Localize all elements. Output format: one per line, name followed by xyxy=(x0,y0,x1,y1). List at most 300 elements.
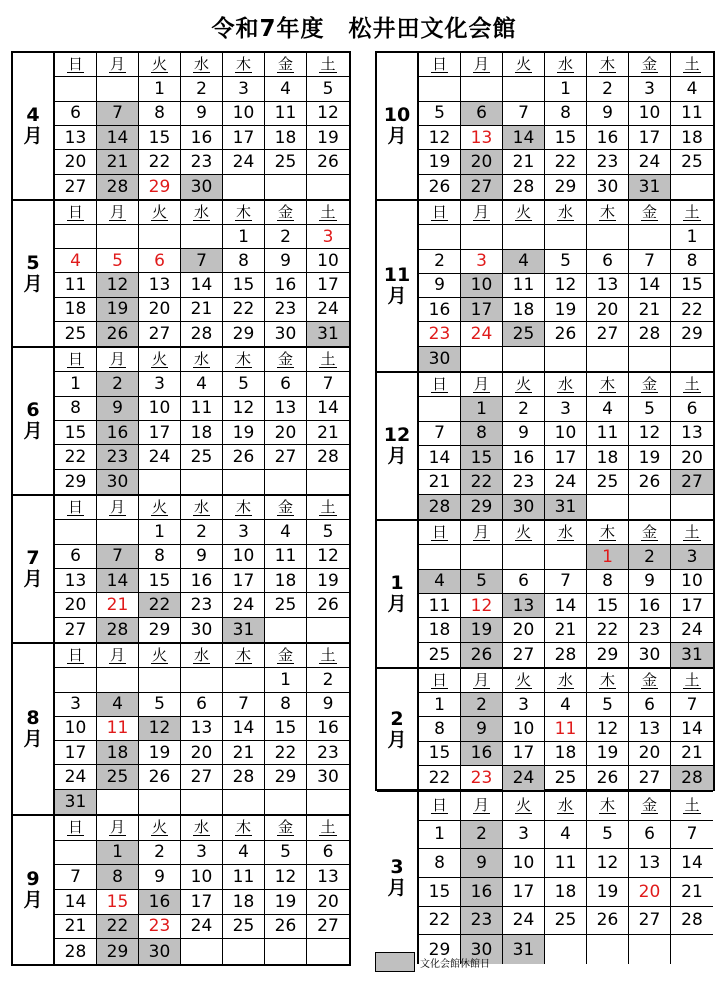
weekday-label: 木 xyxy=(235,54,251,73)
empty-cell xyxy=(265,618,307,642)
day-cell: 26 xyxy=(265,915,307,940)
empty-cell xyxy=(307,790,349,814)
day-cell: 3 xyxy=(55,693,97,717)
weekday-label: 月 xyxy=(473,374,489,393)
day-cell: 24 xyxy=(671,618,713,642)
weekday-header xyxy=(139,496,181,520)
day-cell: 24 xyxy=(223,593,265,617)
empty-cell xyxy=(503,347,545,371)
weekday-label: 金 xyxy=(277,497,293,516)
month-suffix: 月 xyxy=(387,445,407,467)
weekday-header xyxy=(671,669,713,693)
day-cell: 15 xyxy=(265,717,307,741)
empty-cell xyxy=(223,470,265,494)
empty-cell xyxy=(587,225,629,249)
weekday-header xyxy=(587,792,629,821)
day-cell: 28 xyxy=(307,445,349,469)
weekday-label: 金 xyxy=(277,645,293,664)
weekday-header xyxy=(461,792,503,821)
weekday-header xyxy=(55,644,97,668)
weekday-header xyxy=(139,816,181,841)
empty-cell xyxy=(419,397,461,421)
weekday-label: 金 xyxy=(641,54,657,73)
day-cell: 3 xyxy=(307,225,349,249)
day-cell: 7 xyxy=(223,693,265,717)
weekday-header xyxy=(671,792,713,821)
empty-cell xyxy=(181,470,223,494)
weekday-header xyxy=(419,373,461,397)
day-cell: 25 xyxy=(55,322,97,346)
weekday-label: 水 xyxy=(557,202,573,221)
day-cell: 16 xyxy=(265,273,307,297)
weekday-header xyxy=(671,201,713,225)
day-cell: 17 xyxy=(545,446,587,470)
day-cell: 31 xyxy=(545,495,587,519)
day-cell: 20 xyxy=(265,421,307,445)
day-cell: 21 xyxy=(671,878,713,907)
empty-cell xyxy=(671,175,713,199)
day-cell: 4 xyxy=(181,372,223,396)
weekday-header xyxy=(545,521,587,545)
day-cell: 25 xyxy=(265,593,307,617)
weekday-header xyxy=(307,496,349,520)
empty-cell xyxy=(139,225,181,249)
day-cell: 18 xyxy=(545,878,587,907)
day-cell: 7 xyxy=(419,422,461,446)
empty-cell xyxy=(503,225,545,249)
weekday-header xyxy=(181,348,223,372)
empty-cell xyxy=(545,935,587,964)
empty-cell xyxy=(545,347,587,371)
day-cell: 23 xyxy=(461,907,503,936)
weekday-header xyxy=(55,496,97,520)
empty-cell xyxy=(671,347,713,371)
day-cell: 3 xyxy=(461,250,503,274)
day-cell: 13 xyxy=(181,717,223,741)
day-cell: 24 xyxy=(139,445,181,469)
day-cell: 10 xyxy=(223,102,265,126)
weekday-label: 日 xyxy=(431,54,447,73)
day-cell: 10 xyxy=(223,545,265,569)
weekday-header xyxy=(671,53,713,77)
day-cell: 5 xyxy=(307,520,349,544)
weekday-header xyxy=(223,816,265,841)
month-block-11 xyxy=(377,201,713,373)
month-grid xyxy=(419,373,713,519)
empty-cell xyxy=(503,77,545,101)
empty-cell xyxy=(419,545,461,569)
day-cell: 16 xyxy=(587,126,629,150)
day-cell: 25 xyxy=(545,907,587,936)
month-label xyxy=(377,53,419,199)
day-cell: 9 xyxy=(461,717,503,741)
day-cell: 17 xyxy=(139,421,181,445)
month-grid xyxy=(55,201,349,346)
weekday-header xyxy=(419,53,461,77)
day-cell: 11 xyxy=(545,717,587,741)
day-cell: 20 xyxy=(629,742,671,766)
weekday-label: 水 xyxy=(193,497,209,516)
month-grid xyxy=(419,53,713,199)
empty-cell xyxy=(419,77,461,101)
day-cell: 9 xyxy=(181,545,223,569)
day-cell: 10 xyxy=(503,849,545,878)
day-cell: 4 xyxy=(265,77,307,101)
month-label xyxy=(13,496,55,642)
day-cell: 18 xyxy=(223,890,265,915)
day-cell: 9 xyxy=(629,570,671,594)
day-cell: 10 xyxy=(139,397,181,421)
day-cell: 15 xyxy=(671,274,713,298)
weekday-label: 金 xyxy=(641,374,657,393)
empty-cell xyxy=(419,225,461,249)
month-grid xyxy=(419,792,713,964)
empty-cell xyxy=(545,545,587,569)
day-cell: 20 xyxy=(587,298,629,322)
day-cell: 1 xyxy=(265,668,307,692)
day-cell: 23 xyxy=(307,741,349,765)
day-cell: 24 xyxy=(223,150,265,174)
weekday-label: 火 xyxy=(515,374,531,393)
day-cell: 6 xyxy=(629,693,671,717)
day-cell: 2 xyxy=(461,693,503,717)
day-cell: 26 xyxy=(97,322,139,346)
empty-cell xyxy=(181,668,223,692)
day-cell: 26 xyxy=(223,445,265,469)
day-cell: 27 xyxy=(55,175,97,199)
day-cell: 26 xyxy=(587,907,629,936)
day-cell: 25 xyxy=(265,150,307,174)
month-suffix: 月 xyxy=(23,889,43,911)
day-cell: 10 xyxy=(503,717,545,741)
day-cell: 16 xyxy=(461,742,503,766)
weekday-label: 土 xyxy=(684,522,700,541)
day-cell: 28 xyxy=(671,766,713,790)
day-cell: 3 xyxy=(223,77,265,101)
day-cell: 13 xyxy=(671,422,713,446)
weekday-label: 月 xyxy=(473,522,489,541)
empty-cell xyxy=(671,495,713,519)
day-cell: 27 xyxy=(629,766,671,790)
day-cell: 27 xyxy=(461,175,503,199)
month-suffix: 月 xyxy=(387,877,407,899)
day-cell: 6 xyxy=(503,570,545,594)
weekday-header xyxy=(629,669,671,693)
day-cell: 23 xyxy=(97,445,139,469)
weekday-label: 木 xyxy=(599,522,615,541)
day-cell: 10 xyxy=(181,865,223,890)
month-block-1 xyxy=(377,521,713,669)
day-cell: 7 xyxy=(97,102,139,126)
day-cell: 28 xyxy=(671,907,713,936)
weekday-label: 火 xyxy=(151,645,167,664)
legend-swatch xyxy=(375,952,415,972)
day-cell: 12 xyxy=(629,422,671,446)
day-cell: 4 xyxy=(419,570,461,594)
weekday-label: 日 xyxy=(431,795,447,814)
day-cell: 17 xyxy=(503,742,545,766)
day-cell: 20 xyxy=(55,150,97,174)
weekday-header xyxy=(181,644,223,668)
day-cell: 17 xyxy=(671,594,713,618)
day-cell: 22 xyxy=(671,298,713,322)
weekday-header xyxy=(181,816,223,841)
weekday-label: 火 xyxy=(515,795,531,814)
weekday-header xyxy=(307,816,349,841)
month-block-10 xyxy=(377,53,713,201)
day-cell: 25 xyxy=(587,470,629,494)
day-cell: 17 xyxy=(181,890,223,915)
empty-cell xyxy=(265,470,307,494)
month-number: 11 xyxy=(383,264,411,286)
day-cell: 28 xyxy=(181,322,223,346)
weekday-label: 火 xyxy=(151,202,167,221)
month-number: 12 xyxy=(383,424,411,446)
day-cell: 13 xyxy=(139,273,181,297)
weekday-header xyxy=(629,373,671,397)
legend-label: 文化会館休館日 xyxy=(420,958,490,970)
weekday-label: 金 xyxy=(277,202,293,221)
month-number: 6 xyxy=(26,399,40,421)
day-cell: 23 xyxy=(503,470,545,494)
day-cell: 20 xyxy=(55,593,97,617)
day-cell: 21 xyxy=(419,470,461,494)
day-cell: 30 xyxy=(181,618,223,642)
day-cell: 6 xyxy=(55,545,97,569)
day-cell: 22 xyxy=(419,907,461,936)
day-cell: 15 xyxy=(139,126,181,150)
day-cell: 3 xyxy=(671,545,713,569)
month-grid xyxy=(55,496,349,642)
weekday-label: 火 xyxy=(151,817,167,836)
weekday-header xyxy=(587,521,629,545)
day-cell: 22 xyxy=(223,298,265,322)
day-cell: 17 xyxy=(503,878,545,907)
weekday-label: 火 xyxy=(515,670,531,689)
weekday-label: 月 xyxy=(109,202,125,221)
day-cell: 12 xyxy=(307,545,349,569)
weekday-header xyxy=(629,201,671,225)
weekday-header xyxy=(307,644,349,668)
day-cell: 10 xyxy=(461,274,503,298)
weekday-label: 水 xyxy=(193,202,209,221)
day-cell: 19 xyxy=(587,742,629,766)
day-cell: 15 xyxy=(223,273,265,297)
weekday-label: 木 xyxy=(235,202,251,221)
empty-cell xyxy=(307,175,349,199)
weekday-header xyxy=(503,792,545,821)
weekday-header xyxy=(139,53,181,77)
weekday-header xyxy=(461,373,503,397)
empty-cell xyxy=(545,225,587,249)
day-cell: 20 xyxy=(671,446,713,470)
weekday-label: 土 xyxy=(320,349,336,368)
day-cell: 19 xyxy=(629,446,671,470)
weekday-label: 木 xyxy=(235,645,251,664)
weekday-header xyxy=(55,348,97,372)
empty-cell xyxy=(461,77,503,101)
empty-cell xyxy=(181,939,223,964)
day-cell: 11 xyxy=(503,274,545,298)
weekday-label: 月 xyxy=(473,54,489,73)
day-cell: 12 xyxy=(419,126,461,150)
month-grid xyxy=(55,644,349,814)
day-cell: 15 xyxy=(55,421,97,445)
day-cell: 26 xyxy=(307,593,349,617)
month-number: 9 xyxy=(26,868,40,890)
month-suffix: 月 xyxy=(23,125,43,147)
day-cell: 27 xyxy=(503,643,545,667)
weekday-header xyxy=(223,201,265,225)
empty-cell xyxy=(503,545,545,569)
weekday-label: 木 xyxy=(599,54,615,73)
weekday-header xyxy=(265,816,307,841)
weekday-label: 火 xyxy=(151,497,167,516)
day-cell: 14 xyxy=(97,569,139,593)
day-cell: 16 xyxy=(419,298,461,322)
day-cell: 25 xyxy=(181,445,223,469)
day-cell: 4 xyxy=(223,841,265,866)
day-cell: 18 xyxy=(587,446,629,470)
day-cell: 18 xyxy=(181,421,223,445)
empty-cell xyxy=(181,225,223,249)
day-cell: 18 xyxy=(545,742,587,766)
empty-cell xyxy=(223,790,265,814)
month-label xyxy=(377,201,419,371)
day-cell: 12 xyxy=(461,594,503,618)
weekday-label: 水 xyxy=(557,795,573,814)
month-block-9 xyxy=(13,816,349,964)
month-suffix: 月 xyxy=(387,125,407,147)
day-cell: 27 xyxy=(55,618,97,642)
day-cell: 4 xyxy=(545,693,587,717)
day-cell: 29 xyxy=(223,322,265,346)
day-cell: 28 xyxy=(97,175,139,199)
day-cell: 8 xyxy=(139,545,181,569)
weekday-header xyxy=(139,348,181,372)
weekday-label: 日 xyxy=(67,817,83,836)
month-label xyxy=(377,669,419,790)
weekday-label: 日 xyxy=(67,349,83,368)
day-cell: 2 xyxy=(461,821,503,850)
month-suffix: 月 xyxy=(23,728,43,750)
day-cell: 22 xyxy=(139,593,181,617)
weekday-label: 水 xyxy=(557,670,573,689)
month-suffix: 月 xyxy=(23,568,43,590)
day-cell: 12 xyxy=(587,849,629,878)
day-cell: 19 xyxy=(419,150,461,174)
day-cell: 28 xyxy=(55,939,97,964)
day-cell: 3 xyxy=(503,821,545,850)
day-cell: 30 xyxy=(307,765,349,789)
day-cell: 17 xyxy=(55,741,97,765)
day-cell: 28 xyxy=(419,495,461,519)
day-cell: 1 xyxy=(587,545,629,569)
day-cell: 9 xyxy=(139,865,181,890)
day-cell: 27 xyxy=(307,915,349,940)
weekday-header xyxy=(587,669,629,693)
day-cell: 16 xyxy=(181,569,223,593)
day-cell: 10 xyxy=(629,102,671,126)
day-cell: 4 xyxy=(503,250,545,274)
weekday-label: 土 xyxy=(684,670,700,689)
empty-cell xyxy=(55,841,97,866)
weekday-header xyxy=(545,201,587,225)
weekday-label: 土 xyxy=(684,374,700,393)
weekday-label: 金 xyxy=(641,670,657,689)
day-cell: 7 xyxy=(503,102,545,126)
day-cell: 25 xyxy=(97,765,139,789)
weekday-header xyxy=(587,373,629,397)
day-cell: 26 xyxy=(629,470,671,494)
month-suffix: 月 xyxy=(387,285,407,307)
weekday-label: 土 xyxy=(320,497,336,516)
day-cell: 6 xyxy=(671,397,713,421)
day-cell: 23 xyxy=(265,298,307,322)
month-label xyxy=(377,792,419,964)
day-cell: 2 xyxy=(181,520,223,544)
weekday-label: 月 xyxy=(109,645,125,664)
day-cell: 30 xyxy=(461,935,503,964)
day-cell: 23 xyxy=(587,150,629,174)
day-cell: 23 xyxy=(181,150,223,174)
day-cell: 31 xyxy=(223,618,265,642)
weekday-label: 火 xyxy=(515,54,531,73)
empty-cell xyxy=(629,495,671,519)
day-cell: 21 xyxy=(671,742,713,766)
day-cell: 22 xyxy=(97,915,139,940)
weekday-label: 日 xyxy=(431,374,447,393)
month-number: 4 xyxy=(26,104,40,126)
day-cell: 30 xyxy=(265,322,307,346)
weekday-label: 木 xyxy=(235,497,251,516)
day-cell: 2 xyxy=(181,77,223,101)
weekday-header xyxy=(503,669,545,693)
day-cell: 8 xyxy=(97,865,139,890)
day-cell: 13 xyxy=(55,569,97,593)
weekday-label: 土 xyxy=(684,795,700,814)
day-cell: 22 xyxy=(139,150,181,174)
weekday-header xyxy=(419,792,461,821)
day-cell: 5 xyxy=(139,693,181,717)
day-cell: 31 xyxy=(55,790,97,814)
day-cell: 11 xyxy=(55,273,97,297)
day-cell: 18 xyxy=(671,126,713,150)
day-cell: 4 xyxy=(97,693,139,717)
empty-cell xyxy=(223,668,265,692)
day-cell: 18 xyxy=(265,569,307,593)
weekday-label: 日 xyxy=(67,645,83,664)
weekday-header xyxy=(503,53,545,77)
day-cell: 13 xyxy=(503,594,545,618)
day-cell: 5 xyxy=(419,102,461,126)
month-block-8 xyxy=(13,644,349,816)
weekday-header xyxy=(97,201,139,225)
weekday-header xyxy=(265,348,307,372)
day-cell: 5 xyxy=(97,249,139,273)
weekday-header xyxy=(307,348,349,372)
weekday-label: 金 xyxy=(277,349,293,368)
day-cell: 7 xyxy=(307,372,349,396)
weekday-header xyxy=(461,53,503,77)
weekday-label: 月 xyxy=(109,54,125,73)
empty-cell xyxy=(55,225,97,249)
day-cell: 18 xyxy=(419,618,461,642)
weekday-label: 木 xyxy=(235,349,251,368)
day-cell: 26 xyxy=(419,175,461,199)
day-cell: 19 xyxy=(545,298,587,322)
day-cell: 20 xyxy=(139,298,181,322)
